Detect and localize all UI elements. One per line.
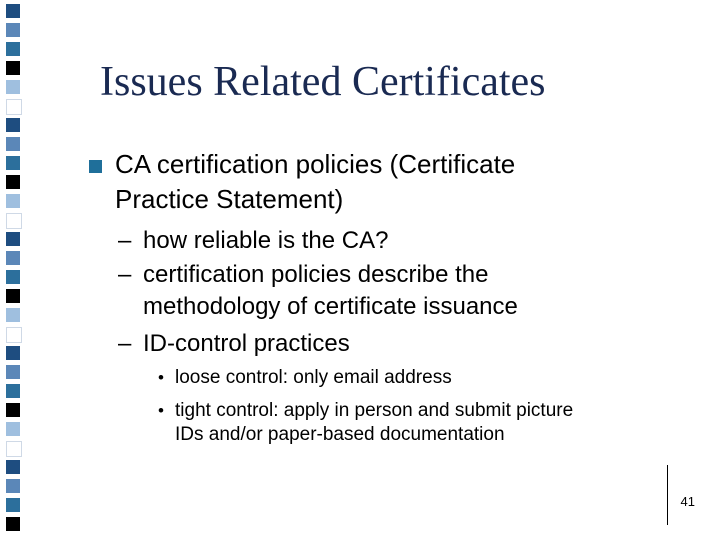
stripe-square	[6, 99, 22, 115]
dash-marker: –	[118, 261, 132, 288]
stripe-square	[6, 213, 22, 229]
stripe-square	[6, 346, 20, 360]
stripe-square	[6, 251, 20, 265]
sub-sub-item-loose: loose control: only email address	[175, 367, 452, 388]
stripe-square	[6, 308, 20, 322]
stripe-square	[6, 232, 20, 246]
dash-marker: –	[118, 227, 132, 254]
stripe-square	[6, 61, 20, 75]
bullet-line-2: Practice Statement)	[115, 184, 344, 214]
sub-sub-item-tight-line-2: IDs and/or paper-based documentation	[175, 424, 505, 445]
stripe-square	[6, 384, 20, 398]
stripe-square	[6, 80, 20, 94]
sub-item-policies-line-1: certification policies describe the	[143, 261, 489, 288]
square-bullet-icon	[89, 160, 102, 173]
stripe-square	[6, 327, 22, 343]
stripe-square	[6, 4, 20, 18]
page-number: 41	[680, 494, 695, 509]
stripe-square	[6, 270, 20, 284]
stripe-square	[6, 403, 20, 417]
stripe-square	[6, 517, 20, 531]
stripe-square	[6, 289, 20, 303]
sub-item-policies-line-2: methodology of certificate issuance	[143, 293, 518, 320]
stripe-square	[6, 422, 20, 436]
stripe-square	[6, 23, 20, 37]
stripe-square	[6, 156, 20, 170]
sub-item-id-control: ID-control practices	[143, 330, 350, 357]
sub-item-reliability: how reliable is the CA?	[143, 227, 389, 254]
stripe-square	[6, 365, 20, 379]
slide-title: Issues Related Certificates	[100, 59, 546, 105]
stripe-square	[6, 175, 20, 189]
stripe-square	[6, 479, 20, 493]
stripe-square	[6, 194, 20, 208]
decorative-side-stripe	[0, 0, 26, 540]
stripe-square	[6, 498, 20, 512]
stripe-square	[6, 137, 20, 151]
stripe-square	[6, 118, 20, 132]
bullet-line-1: CA certification policies (Certificate	[115, 149, 516, 179]
stripe-square	[6, 42, 20, 56]
stripe-square	[6, 460, 20, 474]
dot-marker: •	[158, 368, 164, 387]
sub-sub-item-tight-line-1: tight control: apply in person and submit picture	[175, 400, 574, 421]
dash-marker: –	[118, 330, 132, 357]
stripe-square	[6, 441, 22, 457]
dot-marker: •	[158, 401, 164, 420]
